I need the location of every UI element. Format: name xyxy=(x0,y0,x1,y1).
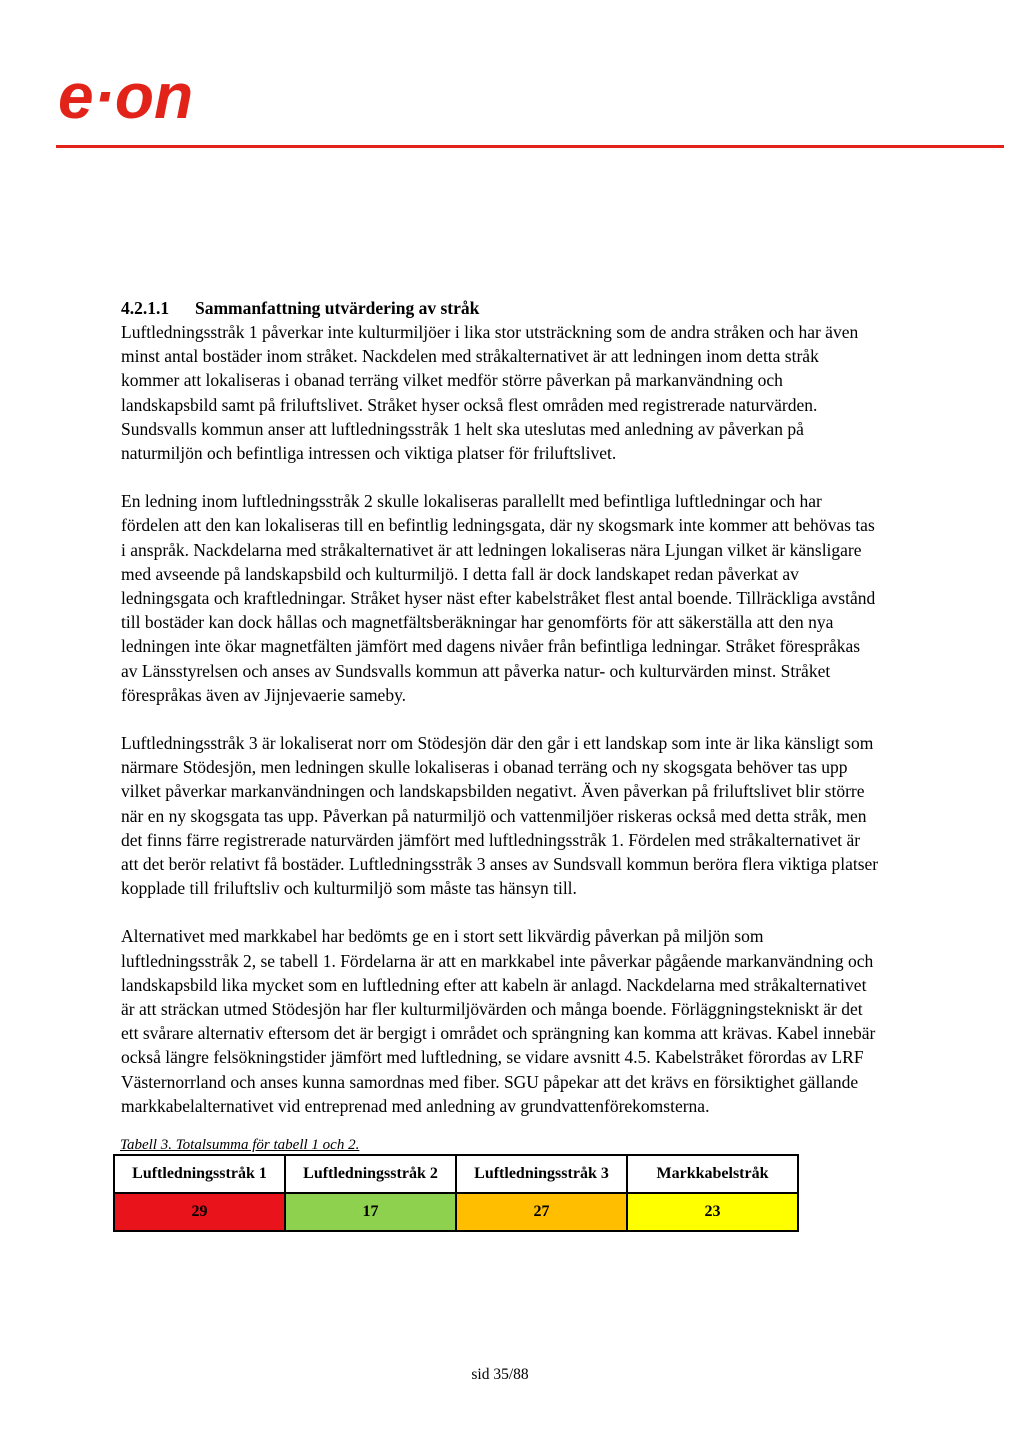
page-content xyxy=(121,296,879,1232)
table-header-cell: Luftledningsstråk 2 xyxy=(285,1155,456,1193)
table-value-cell: 17 xyxy=(285,1193,456,1231)
summary-table xyxy=(113,1154,799,1232)
table-row xyxy=(114,1193,798,1231)
table-value-cell: 23 xyxy=(627,1193,798,1231)
header-rule xyxy=(56,145,1004,148)
svg-text:e·on: e·on xyxy=(58,62,194,132)
paragraph-2: En ledning inom luftledningsstråk 2 skulle lokaliseras parallellt med befintliga luftledningar och har fördelen att den kan lokaliseras till en befintlig ledningsgata, där ny skogsmark inte kommer att behövas tas i anspråk. Nackdelarna med stråkalternativet är att ledningen lokaliseras nära Ljungan vilket är känsligare med avseende på landskapsbild och kulturmiljö. I detta fall är dock landskapet redan påverkat av ledningsgata och kraftledningar. Stråket hyser näst efter kabelstråket flest antal boende. Tillräckliga avstånd till bostäder kan dock hållas och magnetfältsberäkningar har genomförts för att säkerställa att den nya ledningen inte ökar magnetfälten jämfört med dagens nivåer från befintliga ledningar. Stråket förespråkas av Länsstyrelsen och anses av Sundsvalls kommun att påverka natur- och kulturvärden minst. Stråket förespråkas även av Jijnjevaerie sameby. xyxy=(121,491,876,705)
table-value-cell: 27 xyxy=(456,1193,627,1231)
table-header-row xyxy=(114,1155,798,1193)
table-header-cell: Luftledningsstråk 3 xyxy=(456,1155,627,1193)
section-heading xyxy=(121,296,879,320)
table-header-cell: Luftledningsstråk 1 xyxy=(114,1155,285,1193)
eon-logo xyxy=(58,62,258,132)
paragraph-3: Luftledningsstråk 3 är lokaliserat norr om Stödesjön där den går i ett landskap som inte är lika känsligt som närmare Stödesjön, men ledningen skulle lokaliseras i obanad terräng och ny skogsgata behöver tas upp vilket påverkar markanvändningen och landskapsbilden negativt. Även påverkan på friluftslivet blir större när en ny skogsgata tas upp. Påverkan på naturmiljö och vattenmiljöer riskeras också med detta stråk, men det finns färre registrerade naturvärden jämfört med luftledningsstråk 1. Fördelen med stråkalternativet är att det berör relativt få bostäder. Luftledningsstråk 3 anses av Sundsvall kommun beröra flera viktiga platser kopplade till friluftsliv och kulturmiljö som måste tas hänsyn till. xyxy=(121,733,879,899)
table-header-cell: Markkabelstråk xyxy=(627,1155,798,1193)
table-caption: Tabell 3. Totalsumma för tabell 1 och 2. xyxy=(120,1137,360,1154)
section-number: 4.2.1.1 xyxy=(121,298,170,318)
table-value-cell: 29 xyxy=(114,1193,285,1231)
paragraph-4: Alternativet med markkabel har bedömts ge en i stort sett likvärdig påverkan på miljön som luftledningsstråk 2, se tabell 1. Fördelarna är att en markkabel inte påverkar pågående markanvändning och landskapsbild lika mycket som en luftledning efter att kabeln är anlagd. Nackdelarna med stråkalternativet är att sträckan utmed Stödesjön har fler kulturmiljövärden och många boende. Förläggningstekniskt är det ett svårare alternativ eftersom det är bergigt i området och sprängning kan komma att krävas. Kabel innebär också längre felsökningstider jämfört med luftledning, se vidare avsnitt 4.5. Kabelstråket förordas av LRF Västernorrland och anses kunna samordnas med fiber. SGU påpekar att det krävs en försiktighet gällande markkabelalternativet vid entreprenad med anledning av grundvattenförekomsterna. xyxy=(121,926,876,1116)
section-title: Sammanfattning utvärdering av stråk xyxy=(195,298,480,318)
page-number: sid 35/88 xyxy=(471,1366,529,1383)
paragraph-1: Luftledningsstråk 1 påverkar inte kulturmiljöer i lika stor utsträckning som de andra stråken och har även minst antal bostäder inom stråket. Nackdelen med stråkalternativet är att ledningen inom detta stråk kommer att lokaliseras i obanad terräng vilket medför större påverkan på markanvändning och landskapsbild samt på friluftslivet. Stråket hyser också flest områden med registrerade naturvärden. Sundsvalls kommun anser att luftledningsstråk 1 helt ska uteslutas med anledning av påverkan på naturmiljön och befintliga intressen och viktiga platser för friluftslivet. xyxy=(121,322,859,464)
